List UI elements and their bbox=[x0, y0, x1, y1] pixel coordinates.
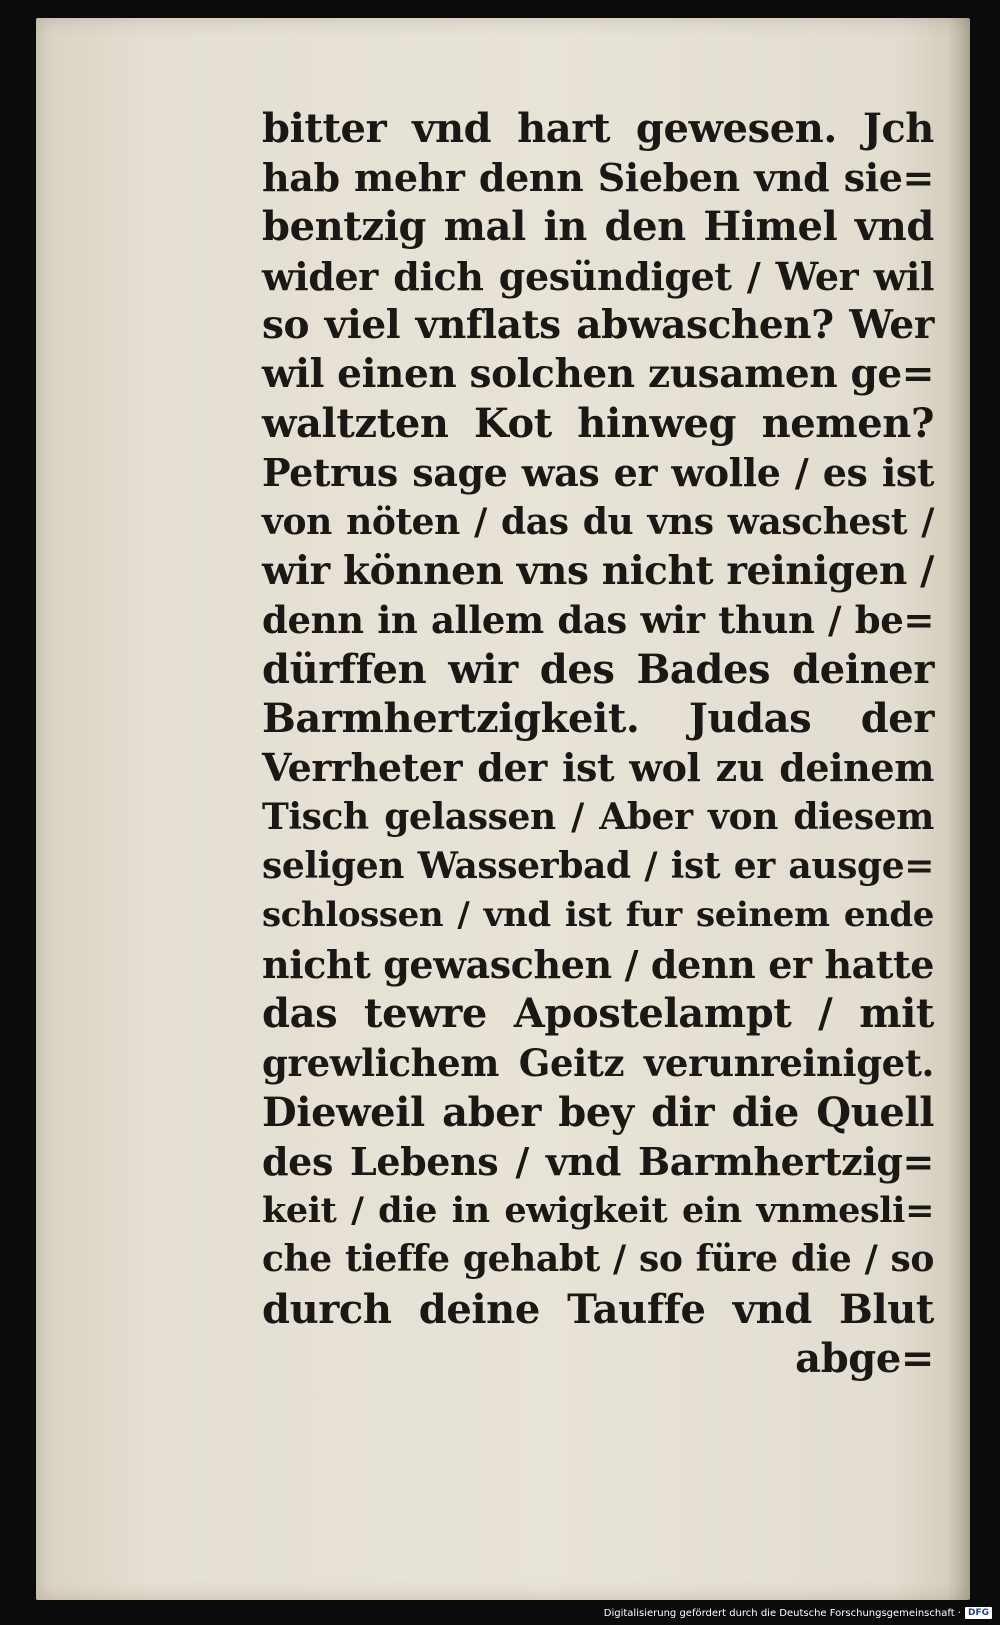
text-line: so viel vnflats abwaschen? Wer bbox=[262, 301, 934, 348]
text-line: waltzten Kot hinweg nemen? bbox=[262, 400, 934, 448]
text-line: Petrus sage was er wolle / es ist bbox=[262, 450, 934, 496]
text-line: Verrheter der ist wol zu deinem bbox=[262, 745, 934, 791]
text-line: bitter vnd hart gewesen. Jch bbox=[262, 105, 934, 152]
text-line: schlossen / vnd ist fur seinem ende bbox=[262, 895, 934, 935]
catchword: abge= bbox=[795, 1334, 934, 1382]
text-line: che tieffe gehabt / so füre die / so bbox=[262, 1238, 934, 1281]
text-line: Tisch gelassen / Aber von diesem bbox=[262, 795, 934, 838]
text-line: Dieweil aber bey dir die Quell bbox=[262, 1088, 934, 1136]
text-line: nicht gewaschen / denn er hatte bbox=[262, 942, 934, 988]
text-line: grewlichem Geitz verunreiniget. bbox=[262, 1040, 934, 1085]
text-line: dürffen wir des Bades deiner bbox=[262, 646, 934, 694]
text-line: keit / die in ewigkeit ein vnmesli= bbox=[262, 1190, 934, 1232]
page-edge-shadow bbox=[948, 18, 970, 1600]
text-line: das tewre Apostelampt / mit bbox=[262, 990, 934, 1038]
text-line: durch deine Tauffe vnd Blut bbox=[262, 1285, 934, 1333]
text-line: des Lebens / vnd Barmhertzig= bbox=[262, 1138, 934, 1184]
footer-credit: Digitalisierung gefördert durch die Deutsche Forschungsgemeinschaft · bbox=[603, 1607, 961, 1619]
text-line: hab mehr denn Sieben vnd sie= bbox=[262, 155, 934, 201]
text-line: seligen Wasserbad / ist er ausge= bbox=[262, 844, 934, 887]
footer bbox=[604, 1603, 992, 1623]
text-line: wil einen solchen zusamen ge= bbox=[262, 350, 935, 397]
book-page bbox=[36, 18, 970, 1600]
text-line: Barmhertzigkeit. Judas der bbox=[262, 695, 934, 743]
text-line: von nöten / das du vns waschest / bbox=[262, 500, 934, 543]
text-block bbox=[262, 104, 934, 1383]
text-line: wider dich gesündiget / Wer wil bbox=[262, 253, 934, 299]
text-line: denn in allem das wir thun / be= bbox=[262, 597, 934, 642]
dfg-logo: DFG bbox=[965, 1607, 992, 1619]
text-line: bentzig mal in den Himel vnd bbox=[262, 203, 934, 251]
text-line: wir können vns nicht reinigen / bbox=[262, 547, 934, 594]
